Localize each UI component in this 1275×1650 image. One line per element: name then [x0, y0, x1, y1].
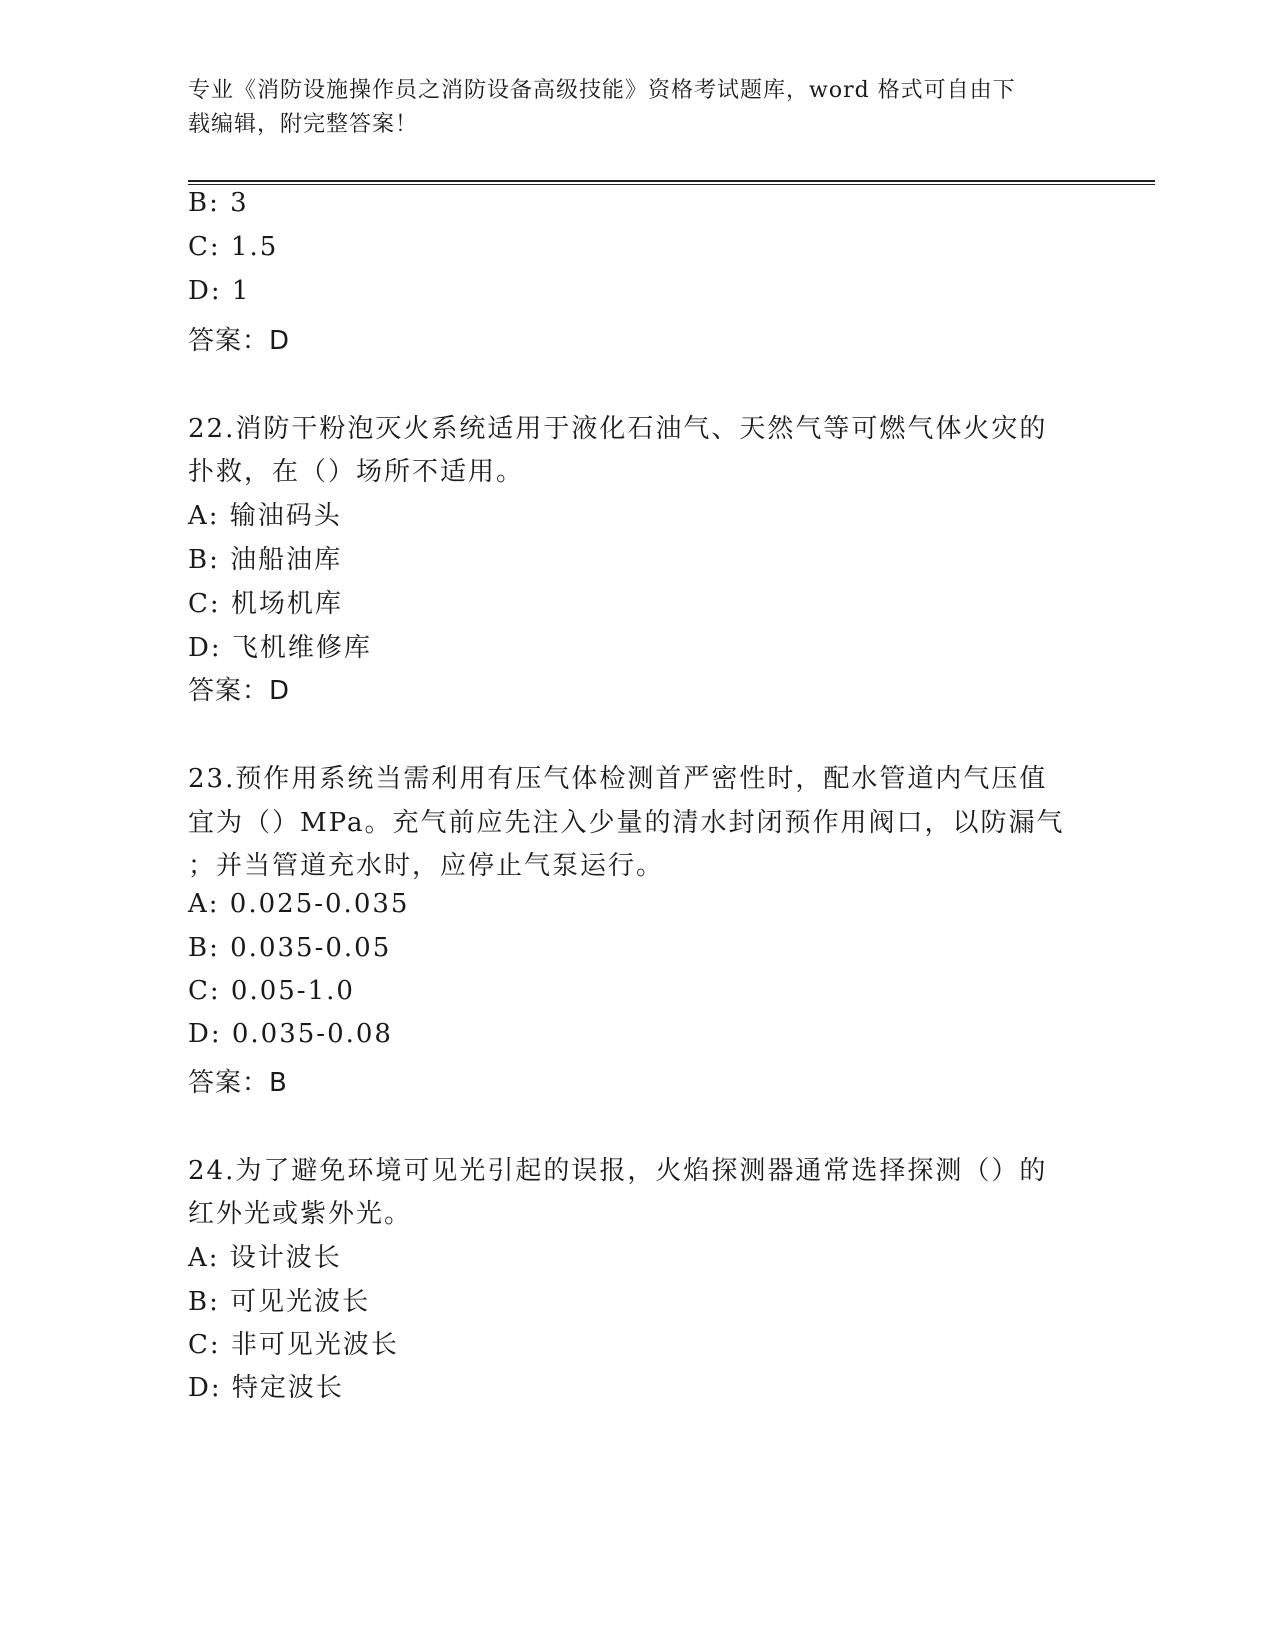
q23-option-d: D: 0.035-0.08 [188, 1019, 393, 1049]
q23-option-b: B: 0.035-0.05 [188, 933, 392, 963]
q23-stem-line-1: 23.预作用系统当需利用有压气体检测首严密性时，配水管道内气压值 [188, 764, 1048, 794]
q22-stem-line-1: 22.消防干粉泡灭火系统适用于液化石油气、天然气等可燃气体火灾的 [188, 414, 1048, 444]
q24-option-a: A: 设计波长 [188, 1243, 342, 1273]
q21-option-c: C: 1.5 [188, 232, 279, 262]
page-header [188, 74, 1088, 142]
q24-stem-line-2: 红外光或紫外光。 [188, 1199, 413, 1229]
q23-stem-line-3: ；并当管道充水时，应停止气泵运行。 [188, 851, 665, 881]
q21-option-b: B: 3 [188, 188, 249, 218]
q22-answer: 答案：D [188, 676, 291, 706]
q21-option-d: D: 1 [188, 276, 251, 306]
q22-stem-line-2: 扑救，在（）场所不适用。 [188, 457, 525, 487]
q24-option-c: C: 非可见光波长 [188, 1330, 399, 1360]
q23-answer: 答案：B [188, 1068, 288, 1098]
header-divider-thin [188, 184, 1155, 185]
q22-option-a: A: 输油码头 [188, 501, 342, 531]
q22-option-b: B: 油船油库 [188, 545, 343, 575]
q23-stem-line-2: 宜为（）MPa。充气前应先注入少量的清水封闭预作用阀口，以防漏气 [188, 808, 1065, 838]
header-divider [188, 180, 1155, 182]
q23-option-c: C: 0.05-1.0 [188, 976, 355, 1006]
q21-answer: 答案：D [188, 326, 291, 356]
header-line-2: 载编辑，附完整答案！ [188, 112, 419, 137]
header-line-1: 专业《消防设施操作员之消防设备高级技能》资格考试题库，word 格式可自由下 [188, 78, 1016, 103]
q24-stem-line-1: 24.为了避免环境可见光引起的误报，火焰探测器通常选择探测（）的 [188, 1156, 1048, 1186]
q22-option-c: C: 机场机库 [188, 589, 343, 619]
q24-option-b: B: 可见光波长 [188, 1287, 371, 1317]
q22-option-d: D: 飞机维修库 [188, 633, 372, 663]
q24-option-d: D: 特定波长 [188, 1373, 344, 1403]
q23-option-a: A: 0.025-0.035 [188, 889, 410, 919]
